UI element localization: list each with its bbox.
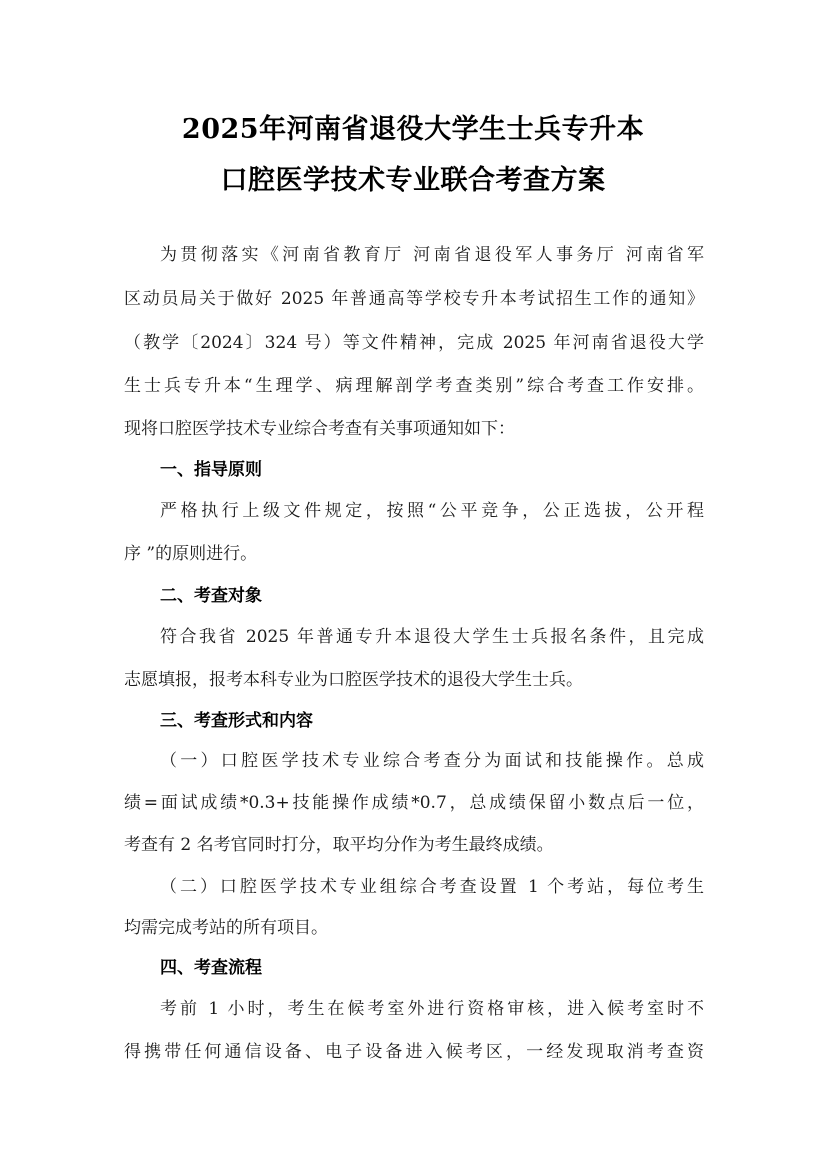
section-3-line-5: 均需完成考站的所有项目。 [124, 918, 328, 938]
section-4-line-1: 考前 1 小时，考生在候考室外进行资格审核，进入候考室时不 [160, 999, 704, 1019]
intro-line-3: （教学〔2024〕324 号）等文件精神，完成 2025 年河南省退役大学 [124, 333, 704, 353]
document-title-line-2: 口腔医学技术专业联合考查方案 [220, 165, 606, 196]
intro-line-4: 生士兵专升本“生理学、病理解剖学考查类别”综合考查工作安排。 [124, 376, 704, 396]
section-heading-format-content: 三、考查形式和内容 [160, 711, 313, 731]
section-2-line-1: 符合我省 2025 年普通专升本退役大学生士兵报名条件，且完成 [160, 627, 704, 647]
intro-line-1: 为贯彻落实《河南省教育厅 河南省退役军人事务厅 河南省军 [160, 245, 704, 265]
section-3-line-2: 绩=面试成绩*0.3+技能操作成绩*0.7，总成绩保留小数点后一位， [124, 793, 704, 813]
section-heading-process: 四、考查流程 [160, 958, 262, 978]
section-2-line-2: 志愿填报，报考本科专业为口腔医学技术的退役大学生士兵。 [124, 670, 583, 690]
section-3-line-1: （一）口腔医学技术专业综合考查分为面试和技能操作。总成 [160, 751, 704, 771]
section-heading-guiding-principles: 一、指导原则 [160, 460, 262, 480]
document-title-line-1: 2025年河南省退役大学生士兵专升本 [181, 114, 645, 145]
section-3-line-3: 考查有 2 名考官同时打分，取平均分作为考生最终成绩。 [124, 835, 554, 855]
section-heading-candidates: 二、考查对象 [160, 586, 262, 606]
section-3-line-4: （二）口腔医学技术专业组综合考查设置 1 个考站，每位考生 [160, 877, 704, 897]
intro-line-5: 现将口腔医学技术专业综合考查有关事项通知如下： [124, 419, 515, 439]
section-4-line-2: 得携带任何通信设备、电子设备进入候考区，一经发现取消考查资 [124, 1042, 704, 1062]
intro-line-2: 区动员局关于做好 2025 年普通高等学校专升本考试招生工作的通知》 [124, 289, 704, 309]
section-1-line-1: 严格执行上级文件规定，按照“公平竞争，公正选拔，公开程 [160, 501, 704, 521]
section-1-line-2: 序 ”的原则进行。 [124, 544, 258, 564]
